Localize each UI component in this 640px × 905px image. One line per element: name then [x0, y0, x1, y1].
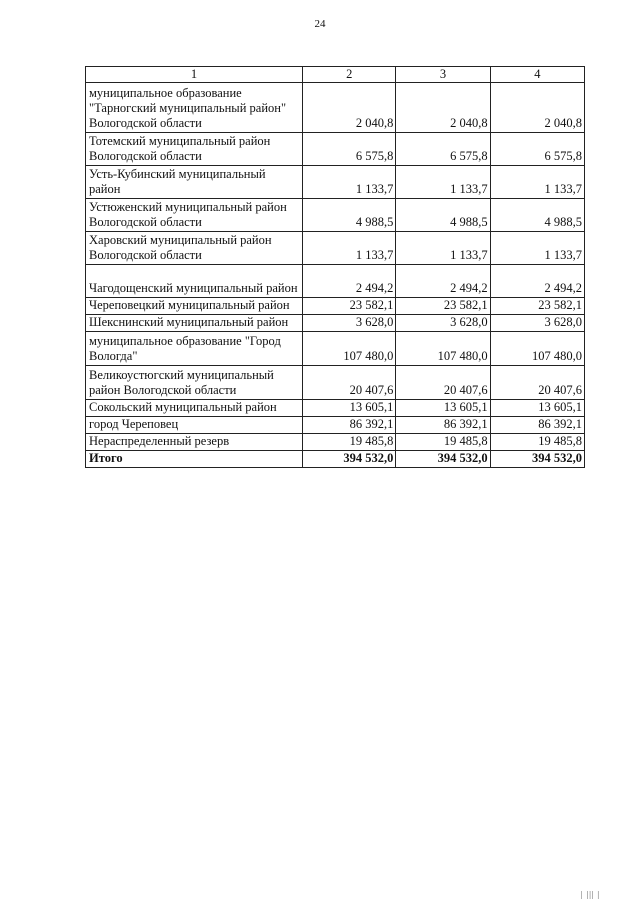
- value-col-4: 3 628,0: [490, 315, 584, 332]
- value-col-4: 2 040,8: [490, 83, 584, 133]
- table-row: [86, 133, 585, 166]
- value-col-4: 86 392,1: [490, 417, 584, 434]
- table-row: [86, 400, 585, 417]
- header-row: [86, 67, 585, 83]
- column-header-4: 4: [490, 67, 584, 83]
- municipality-name: Череповецкий муниципальный район: [86, 298, 303, 315]
- value-col-2: 6 575,8: [303, 133, 396, 166]
- table-row: [86, 315, 585, 332]
- table-row: [86, 366, 585, 400]
- municipality-name: Усть-Кубинский муниципальный район: [86, 166, 303, 199]
- total-col-2: 394 532,0: [303, 451, 396, 468]
- value-col-3: 3 628,0: [396, 315, 490, 332]
- value-col-3: 13 605,1: [396, 400, 490, 417]
- total-row: [86, 451, 585, 468]
- page-number: 24: [314, 18, 326, 30]
- municipality-name: муниципальное образование "Город Вологда": [86, 332, 303, 366]
- value-col-4: 1 133,7: [490, 232, 584, 265]
- value-col-2: 20 407,6: [303, 366, 396, 400]
- value-col-2: 4 988,5: [303, 199, 396, 232]
- value-col-2: 1 133,7: [303, 166, 396, 199]
- value-col-4: 13 605,1: [490, 400, 584, 417]
- total-col-3: 394 532,0: [396, 451, 490, 468]
- value-col-2: 3 628,0: [303, 315, 396, 332]
- column-header-3: 3: [396, 67, 490, 83]
- value-col-3: 86 392,1: [396, 417, 490, 434]
- value-col-3: 19 485,8: [396, 434, 490, 451]
- table-row: [86, 417, 585, 434]
- value-col-2: 13 605,1: [303, 400, 396, 417]
- column-header-1: 1: [86, 67, 303, 83]
- value-col-3: 20 407,6: [396, 366, 490, 400]
- value-col-4: 1 133,7: [490, 166, 584, 199]
- value-col-3: 23 582,1: [396, 298, 490, 315]
- table-row: [86, 332, 585, 366]
- value-col-2: 19 485,8: [303, 434, 396, 451]
- municipality-name: Нераспределенный резерв: [86, 434, 303, 451]
- table-row: [86, 434, 585, 451]
- table-row: [86, 199, 585, 232]
- value-col-4: 4 988,5: [490, 199, 584, 232]
- municipality-name: Шекснинский муниципальный район: [86, 315, 303, 332]
- value-col-3: 1 133,7: [396, 232, 490, 265]
- total-label: Итого: [86, 451, 303, 468]
- value-col-2: 2 040,8: [303, 83, 396, 133]
- table-row: [86, 298, 585, 315]
- value-col-4: 19 485,8: [490, 434, 584, 451]
- total-col-4: 394 532,0: [490, 451, 584, 468]
- footer-mark: | ||| |: [580, 890, 600, 899]
- value-col-3: 2 494,2: [396, 265, 490, 298]
- table-row: [86, 166, 585, 199]
- value-col-2: 23 582,1: [303, 298, 396, 315]
- value-col-4: 2 494,2: [490, 265, 584, 298]
- municipality-name: город Череповец: [86, 417, 303, 434]
- value-col-4: 107 480,0: [490, 332, 584, 366]
- municipality-name: муниципальное образование "Тарногский муниципальный район" Вологодской области: [86, 83, 303, 133]
- table-row: [86, 265, 585, 298]
- municipality-name: Устюженский муниципальный район Вологодской области: [86, 199, 303, 232]
- municipality-name: Сокольский муниципальный район: [86, 400, 303, 417]
- value-col-3: 4 988,5: [396, 199, 490, 232]
- municipality-name: Харовский муниципальный район Вологодской области: [86, 232, 303, 265]
- value-col-2: 1 133,7: [303, 232, 396, 265]
- value-col-3: 1 133,7: [396, 166, 490, 199]
- table-row: [86, 232, 585, 265]
- municipality-name: Чагодощенский муниципальный район: [86, 265, 303, 298]
- value-col-3: 107 480,0: [396, 332, 490, 366]
- value-col-4: 20 407,6: [490, 366, 584, 400]
- municipality-name: Великоустюгский муниципальный район Вологодской области: [86, 366, 303, 400]
- value-col-2: 2 494,2: [303, 265, 396, 298]
- table-row: [86, 83, 585, 133]
- value-col-4: 6 575,8: [490, 133, 584, 166]
- value-col-2: 86 392,1: [303, 417, 396, 434]
- value-col-3: 2 040,8: [396, 83, 490, 133]
- value-col-3: 6 575,8: [396, 133, 490, 166]
- column-header-2: 2: [303, 67, 396, 83]
- value-col-2: 107 480,0: [303, 332, 396, 366]
- allocation-table: [85, 66, 585, 468]
- municipality-name: Тотемский муниципальный район Вологодской области: [86, 133, 303, 166]
- value-col-4: 23 582,1: [490, 298, 584, 315]
